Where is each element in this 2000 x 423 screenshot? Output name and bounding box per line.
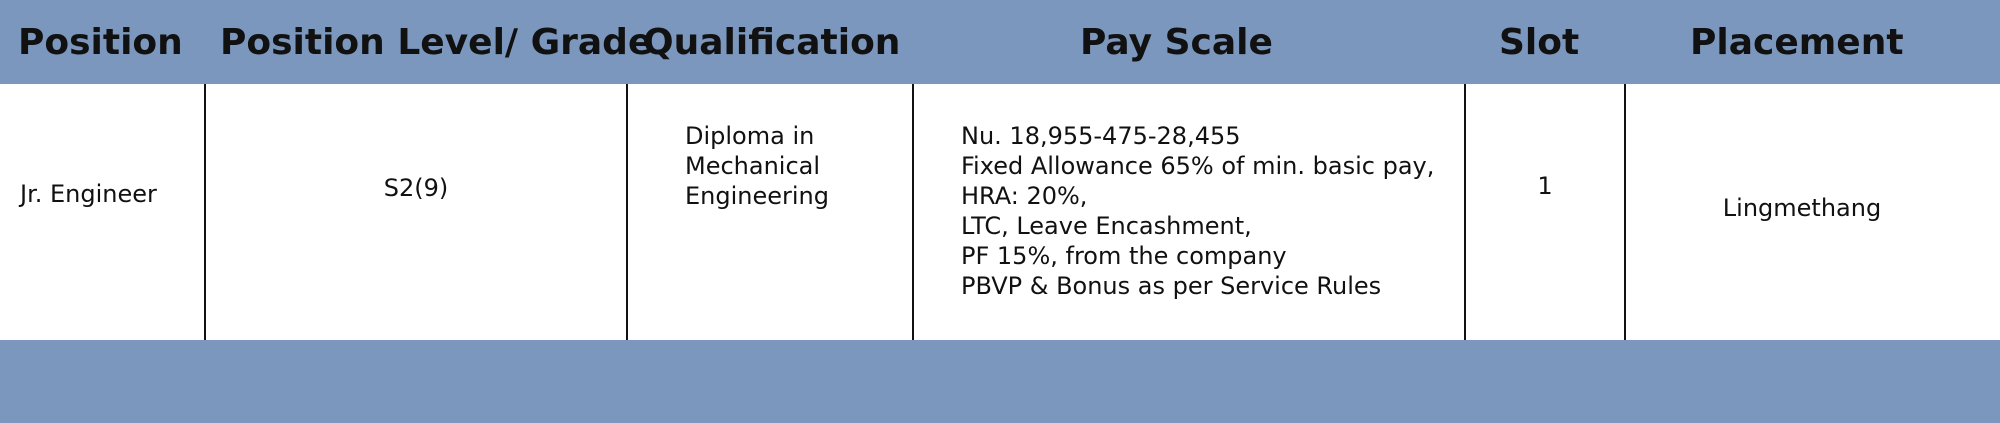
qualification-line: Diploma in <box>685 122 815 150</box>
pay-scale-line: PF 15%, from the company <box>961 242 1287 270</box>
qualification-line: Mechanical <box>685 152 821 180</box>
column-divider <box>912 84 914 340</box>
header-grade: Position Level/ Grade <box>220 21 653 63</box>
cell-position: Jr. Engineer <box>20 180 157 208</box>
pay-scale-line: Nu. 18,955-475-28,455 <box>961 122 1241 150</box>
table-footer-band <box>0 340 2000 423</box>
cell-qualification <box>685 121 829 211</box>
cell-grade: S2(9) <box>383 174 449 202</box>
column-divider <box>626 84 628 340</box>
table-header-row <box>0 0 2000 84</box>
column-divider <box>204 84 206 340</box>
header-placement: Placement <box>1690 21 1904 63</box>
pay-scale-line: LTC, Leave Encashment, <box>961 212 1252 240</box>
header-qualification: Qualification <box>643 21 901 63</box>
header-position: Position <box>18 21 183 63</box>
cell-placement: Lingmethang <box>1722 194 1882 222</box>
pay-scale-line: Fixed Allowance 65% of min. basic pay, <box>961 152 1435 180</box>
header-pay-scale: Pay Scale <box>1080 21 1273 63</box>
pay-scale-line: HRA: 20%, <box>961 182 1088 210</box>
cell-pay-scale <box>961 121 1434 301</box>
cell-slot: 1 <box>1537 172 1553 200</box>
header-slot: Slot <box>1499 21 1580 63</box>
column-divider <box>1464 84 1466 340</box>
pay-scale-line: PBVP & Bonus as per Service Rules <box>961 272 1382 300</box>
qualification-line: Engineering <box>685 182 829 210</box>
